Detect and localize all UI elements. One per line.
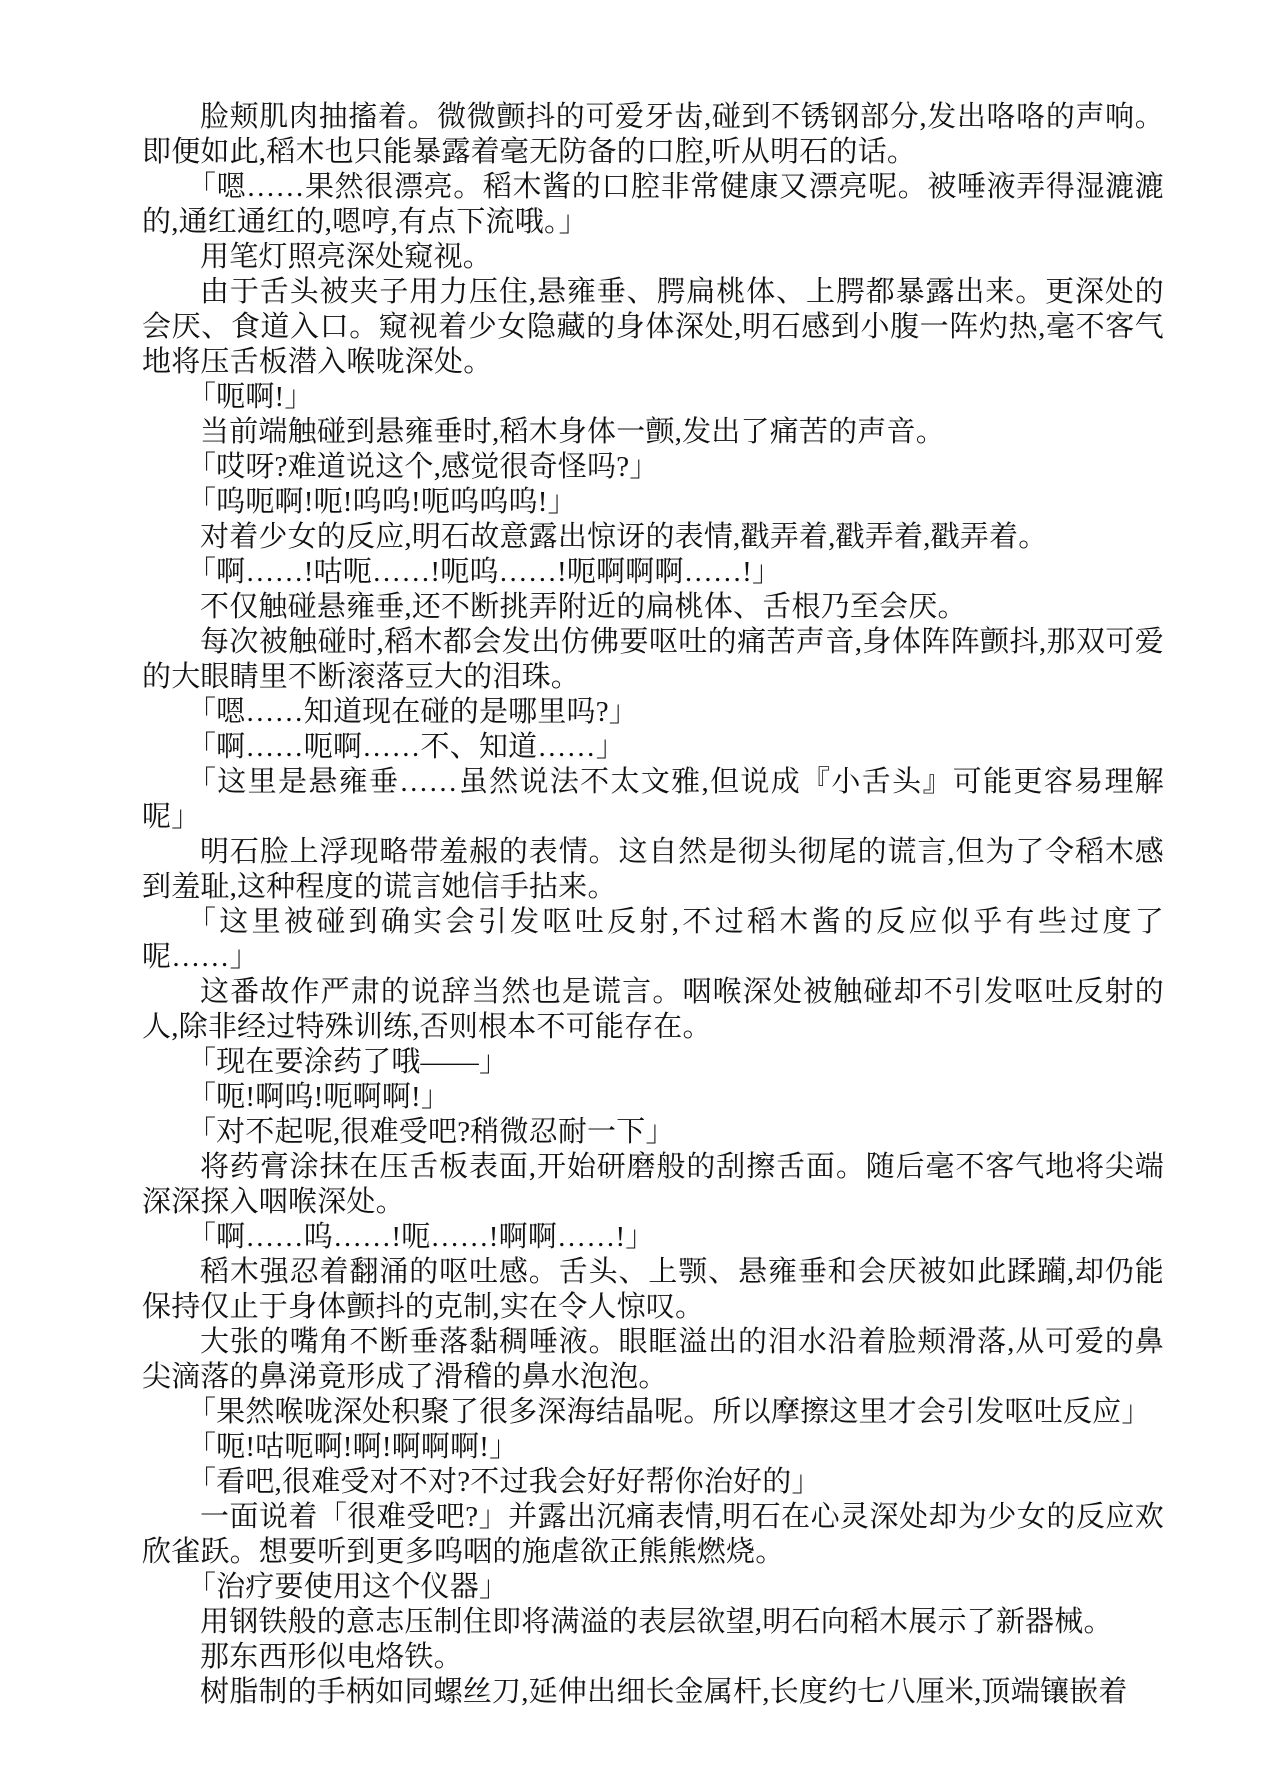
paragraph-narration: 稻木强忍着翻涌的呕吐感。舌头、上颚、悬雍垂和会厌被如此蹂躏,却仍能保持仅止于身体颤抖的克制,实在令人惊叹。 [142,1256,1164,1323]
paragraph-narration: 明石脸上浮现略带羞赧的表情。这自然是彻头彻尾的谎言,但为了令稻木感到羞耻,这种程度的谎言她信手拈来。 [142,836,1164,903]
paragraph-narration: 不仅触碰悬雍垂,还不断挑弄附近的扁桃体、舌根乃至会厌。 [200,591,967,623]
paragraph-narration: 大张的嘴角不断垂落黏稠唾液。眼眶溢出的泪水沿着脸颊滑落,从可爱的鼻尖滴落的鼻涕竟形成了滑稽的鼻水泡泡。 [142,1326,1164,1393]
paragraph-dialogue: 「果然喉咙深处积聚了很多深海结晶呢。所以摩擦这里才会引发呕吐反应」 [186,1396,1151,1428]
paragraph-dialogue: 「嗯……知道现在碰的是哪里吗?」 [186,696,639,728]
paragraph-narration: 脸颊肌肉抽搐着。微微颤抖的可爱牙齿,碰到不锈钢部分,发出咯咯的声响。即便如此,稻木也只能暴露着毫无防备的口腔,听从明石的话。 [142,101,1164,168]
paragraph-narration: 树脂制的手柄如同螺丝刀,延伸出细长金属杆,长度约七八厘米,顶端镶嵌着 [200,1676,1128,1708]
paragraph-dialogue: 「啊……呃啊……不、知道……」 [186,731,625,763]
paragraph-narration: 用笔灯照亮深处窥视。 [200,241,493,273]
paragraph-dialogue: 「对不起呢,很难受吧?稍微忍耐一下」 [186,1116,675,1148]
paragraph-dialogue: 「呃啊!」 [186,381,314,413]
paragraph-dialogue: 「啊……!咕呃……!呃呜……!呃啊啊啊……!」 [186,556,782,588]
paragraph-dialogue: 「呃!啊呜!呃啊啊!」 [186,1081,451,1113]
paragraph-narration: 这番故作严肃的说辞当然也是谎言。咽喉深处被触碰却不引发呕吐反射的人,除非经过特殊训练,否则根本不可能存在。 [142,976,1164,1043]
paragraph-dialogue: 「现在要涂药了哦——」 [186,1046,509,1078]
paragraph-dialogue: 「看吧,很难受对不对?不过我会好好帮你治好的」 [186,1466,821,1498]
paragraph-narration: 当前端触碰到悬雍垂时,稻木身体一颤,发出了痛苦的声音。 [200,416,945,448]
paragraph-dialogue: 「这里是悬雍垂……虽然说法不太文雅,但说成『小舌头』可能更容易理解呢」 [142,766,1164,833]
paragraph-dialogue: 「呜呃啊!呃!呜呜!呃呜呜呜!」 [186,486,577,518]
paragraph-dialogue: 「哎呀?难道说这个,感觉很奇怪吗?」 [186,451,659,483]
paragraph-dialogue: 「治疗要使用这个仪器」 [186,1571,509,1603]
paragraph-narration: 每次被触碰时,稻木都会发出仿佛要呕吐的痛苦声音,身体阵阵颤抖,那双可爱的大眼睛里不断滚落豆大的泪珠。 [142,626,1164,693]
paragraph-dialogue: 「呃!咕呃啊!啊!啊啊啊!」 [186,1431,519,1463]
paragraph-dialogue: 「啊……呜……!呃……!啊啊……!」 [186,1221,655,1253]
paragraph-narration: 那东西形似电烙铁。 [200,1641,463,1673]
paragraph-narration: 用钢铁般的意志压制住即将满溢的表层欲望,明石向稻木展示了新器械。 [200,1606,1113,1638]
paragraph-dialogue: 「嗯……果然很漂亮。稻木酱的口腔非常健康又漂亮呢。被唾液弄得湿漉漉的,通红通红的,嗯哼,有点下流哦。」 [142,171,1164,238]
paragraph-narration: 由于舌头被夹子用力压住,悬雍垂、腭扁桃体、上腭都暴露出来。更深处的会厌、食道入口。窥视着少女隐藏的身体深处,明石感到小腹一阵灼热,毫不客气地将压舌板潜入喉咙深处。 [142,276,1164,378]
novel-text-block [142,100,1164,1710]
paragraph-dialogue: 「这里被碰到确实会引发呕吐反射,不过稻木酱的反应似乎有些过度了呢……」 [142,906,1164,973]
paragraph-narration: 对着少女的反应,明石故意露出惊讶的表情,戳弄着,戳弄着,戳弄着。 [200,521,1048,553]
paragraph-narration: 一面说着「很难受吧?」并露出沉痛表情,明石在心灵深处却为少女的反应欢欣雀跃。想要听到更多呜咽的施虐欲正熊熊燃烧。 [142,1501,1164,1568]
paragraph-narration: 将药膏涂抹在压舌板表面,开始研磨般的刮擦舌面。随后毫不客气地将尖端深深探入咽喉深处。 [142,1151,1164,1218]
